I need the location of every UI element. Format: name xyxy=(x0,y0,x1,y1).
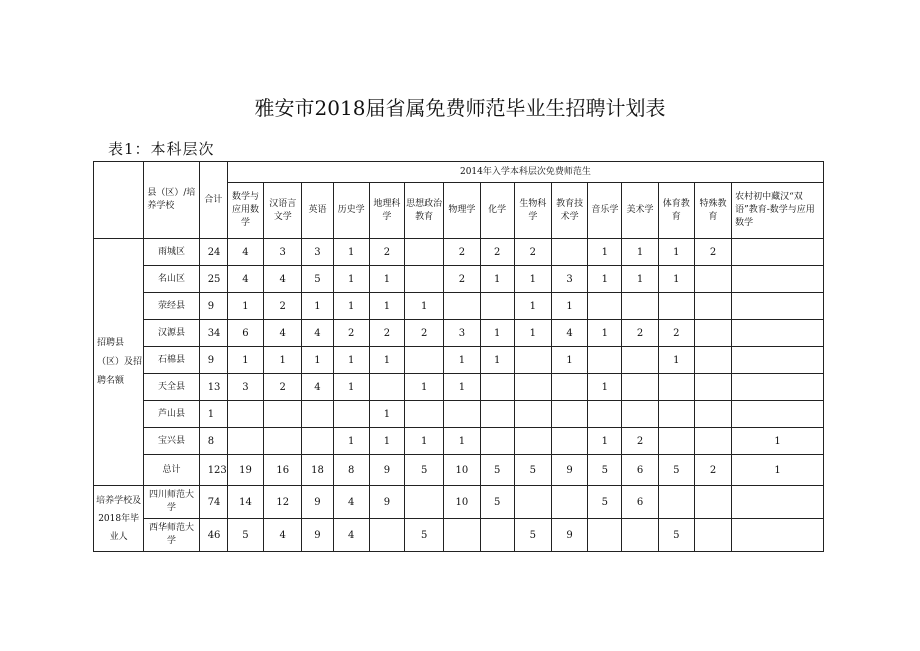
table-cell: 6 xyxy=(622,486,658,519)
table-cell: 1 xyxy=(732,428,824,455)
table-cell xyxy=(732,239,824,266)
recruitment-plan-table xyxy=(93,161,824,552)
subject-header: 生物科学 xyxy=(514,183,551,239)
table-cell: 8 xyxy=(333,455,369,486)
table-cell: 1 xyxy=(622,239,658,266)
table-cell: 3 xyxy=(227,374,263,401)
row-total: 13 xyxy=(199,374,227,401)
table-cell: 6 xyxy=(622,455,658,486)
table-cell: 9 xyxy=(551,455,587,486)
table-cell: 1 xyxy=(732,455,824,486)
table-cell: 4 xyxy=(302,374,333,401)
table-cell xyxy=(622,347,658,374)
table-row xyxy=(94,519,824,552)
county-name: 石棉县 xyxy=(144,347,199,374)
table-cell: 1 xyxy=(588,266,622,293)
table-cell: 2 xyxy=(369,320,404,347)
table-cell: 1 xyxy=(369,266,404,293)
table-cell xyxy=(551,374,587,401)
table-row xyxy=(94,347,824,374)
table-cell: 1 xyxy=(588,239,622,266)
table-cell: 4 xyxy=(333,486,369,519)
table-cell: 9 xyxy=(302,486,333,519)
county-name: 宝兴县 xyxy=(144,428,199,455)
table-cell: 4 xyxy=(227,266,263,293)
subject-header: 体育教育 xyxy=(658,183,694,239)
table-cell: 12 xyxy=(264,486,302,519)
table-cell: 1 xyxy=(333,374,369,401)
table-cell xyxy=(658,401,694,428)
table-cell: 2 xyxy=(264,293,302,320)
table-cell xyxy=(694,519,731,552)
table-cell xyxy=(227,401,263,428)
table-cell: 16 xyxy=(264,455,302,486)
table-cell: 1 xyxy=(551,293,587,320)
table-cell xyxy=(514,486,551,519)
table-cell: 2 xyxy=(444,239,480,266)
table-cell: 18 xyxy=(302,455,333,486)
table-cell xyxy=(694,347,731,374)
table-cell: 9 xyxy=(369,455,404,486)
header-row-top xyxy=(94,162,824,183)
table-cell xyxy=(444,401,480,428)
table-cell: 1 xyxy=(369,293,404,320)
table-cell: 1 xyxy=(369,347,404,374)
table-cell: 5 xyxy=(514,455,551,486)
table-cell: 1 xyxy=(658,347,694,374)
table-cell: 5 xyxy=(227,519,263,552)
table-cell: 2 xyxy=(264,374,302,401)
table-cell: 2 xyxy=(369,239,404,266)
table-cell xyxy=(588,401,622,428)
table-cell: 5 xyxy=(588,455,622,486)
table-cell: 5 xyxy=(480,455,514,486)
table-cell: 1 xyxy=(333,293,369,320)
table-cell: 3 xyxy=(444,320,480,347)
table-cell: 2 xyxy=(405,320,444,347)
table-cell: 1 xyxy=(588,320,622,347)
table-cell: 1 xyxy=(622,266,658,293)
table-cell: 1 xyxy=(369,428,404,455)
table-cell xyxy=(405,266,444,293)
table-cell xyxy=(732,347,824,374)
table-cell: 1 xyxy=(333,347,369,374)
table-cell xyxy=(622,374,658,401)
table-row xyxy=(94,320,824,347)
row-total: 9 xyxy=(199,293,227,320)
table-cell xyxy=(732,486,824,519)
table-row xyxy=(94,293,824,320)
table-cell: 1 xyxy=(405,374,444,401)
table-cell xyxy=(480,428,514,455)
table-cell: 2 xyxy=(480,239,514,266)
table-cell: 2 xyxy=(333,320,369,347)
table-cell xyxy=(514,374,551,401)
total-header: 合计 xyxy=(199,162,227,239)
table-cell xyxy=(588,519,622,552)
table-cell: 5 xyxy=(514,519,551,552)
county-name: 天全县 xyxy=(144,374,199,401)
table-cell: 1 xyxy=(405,293,444,320)
table-cell: 9 xyxy=(369,486,404,519)
table-cell: 4 xyxy=(333,519,369,552)
subject-header: 美术学 xyxy=(622,183,658,239)
subject-header: 物理学 xyxy=(444,183,480,239)
subject-header: 汉语言文学 xyxy=(264,183,302,239)
row-total: 9 xyxy=(199,347,227,374)
table-row xyxy=(94,428,824,455)
table-cell xyxy=(732,374,824,401)
section-label-schools: 培养学校及2018年毕业人 xyxy=(94,486,144,552)
row-total: 46 xyxy=(199,519,227,552)
table-cell: 1 xyxy=(333,266,369,293)
table-cell: 1 xyxy=(480,347,514,374)
table-cell xyxy=(264,401,302,428)
table-cell xyxy=(694,293,731,320)
table-cell xyxy=(622,519,658,552)
school-name: 西华师范大学 xyxy=(144,519,199,552)
county-name: 汉源县 xyxy=(144,320,199,347)
table-row xyxy=(94,266,824,293)
table-cell: 5 xyxy=(480,486,514,519)
table-cell: 1 xyxy=(480,320,514,347)
table-cell: 19 xyxy=(227,455,263,486)
table-cell: 4 xyxy=(264,266,302,293)
table-cell xyxy=(694,401,731,428)
table-cell xyxy=(658,374,694,401)
table-cell xyxy=(444,293,480,320)
table-cell xyxy=(333,401,369,428)
subject-header: 数学与应用数学 xyxy=(227,183,263,239)
table-cell xyxy=(732,320,824,347)
table-cell xyxy=(732,293,824,320)
table-cell xyxy=(405,486,444,519)
corner-blank-cell xyxy=(94,162,144,239)
table-cell: 2 xyxy=(622,320,658,347)
table-cell: 1 xyxy=(551,347,587,374)
table-cell: 4 xyxy=(264,519,302,552)
subject-header: 教育技术学 xyxy=(551,183,587,239)
table-cell xyxy=(551,428,587,455)
table-cell: 2 xyxy=(658,320,694,347)
table-cell xyxy=(658,428,694,455)
table-cell xyxy=(514,401,551,428)
table-cell: 3 xyxy=(302,239,333,266)
table-cell: 1 xyxy=(658,239,694,266)
table-cell xyxy=(405,347,444,374)
table-cell xyxy=(694,374,731,401)
table-cell: 9 xyxy=(551,519,587,552)
table-cell xyxy=(444,519,480,552)
table-cell: 1 xyxy=(588,374,622,401)
table-cell xyxy=(480,293,514,320)
table-cell: 1 xyxy=(227,347,263,374)
table-cell xyxy=(551,239,587,266)
table-cell: 1 xyxy=(480,266,514,293)
table-cell xyxy=(480,374,514,401)
table-cell: 1 xyxy=(444,347,480,374)
table-cell: 1 xyxy=(302,347,333,374)
table-cell: 4 xyxy=(551,320,587,347)
county-name: 雨城区 xyxy=(144,239,199,266)
table-cell: 1 xyxy=(405,428,444,455)
table-cell xyxy=(369,374,404,401)
table-cell: 5 xyxy=(302,266,333,293)
table-cell xyxy=(514,428,551,455)
table-cell xyxy=(302,401,333,428)
table-cell: 4 xyxy=(302,320,333,347)
table-cell: 1 xyxy=(333,428,369,455)
table-cell: 5 xyxy=(405,519,444,552)
table-cell: 14 xyxy=(227,486,263,519)
table-cell: 5 xyxy=(658,519,694,552)
table-cell: 5 xyxy=(405,455,444,486)
table-cell: 2 xyxy=(514,239,551,266)
table-cell xyxy=(302,428,333,455)
table-cell: 1 xyxy=(227,293,263,320)
table-cell: 1 xyxy=(658,266,694,293)
table-cell: 4 xyxy=(227,239,263,266)
table-row xyxy=(94,239,824,266)
subject-header: 化学 xyxy=(480,183,514,239)
table-cell xyxy=(551,401,587,428)
table-row xyxy=(94,401,824,428)
table-cell: 1 xyxy=(588,428,622,455)
table-cell xyxy=(369,519,404,552)
subject-header: 音乐学 xyxy=(588,183,622,239)
table-row xyxy=(94,374,824,401)
subject-header: 特殊教育 xyxy=(694,183,731,239)
table-cell xyxy=(551,486,587,519)
table-cell: 1 xyxy=(514,293,551,320)
table-cell: 5 xyxy=(658,455,694,486)
table-cell: 1 xyxy=(302,293,333,320)
subject-header: 历史学 xyxy=(333,183,369,239)
table-cell xyxy=(227,428,263,455)
table-cell xyxy=(480,519,514,552)
table-cell xyxy=(588,347,622,374)
row-total: 24 xyxy=(199,239,227,266)
table-cell xyxy=(480,401,514,428)
table-cell xyxy=(732,266,824,293)
table-cell xyxy=(405,239,444,266)
table-cell xyxy=(622,401,658,428)
table-cell: 2 xyxy=(694,455,731,486)
row-total: 8 xyxy=(199,428,227,455)
school-name: 四川师范大学 xyxy=(144,486,199,519)
table-cell: 1 xyxy=(369,401,404,428)
table-row xyxy=(94,486,824,519)
row-total: 74 xyxy=(199,486,227,519)
group-header: 2014年入学本科层次免费师范生 xyxy=(227,162,823,183)
row-total: 1 xyxy=(199,401,227,428)
table-cell: 1 xyxy=(444,374,480,401)
table-cell xyxy=(658,486,694,519)
table-cell: 10 xyxy=(444,486,480,519)
table-cell: 6 xyxy=(227,320,263,347)
county-name: 芦山县 xyxy=(144,401,199,428)
table-cell xyxy=(588,293,622,320)
table-cell xyxy=(694,428,731,455)
table-cell xyxy=(514,347,551,374)
table-subtitle: 表1：本科层次 xyxy=(108,140,215,158)
table-cell: 1 xyxy=(333,239,369,266)
table-cell: 10 xyxy=(444,455,480,486)
section-label-recruit: 招聘县（区）及招聘名额 xyxy=(94,239,144,486)
table-cell: 2 xyxy=(444,266,480,293)
county-school-header: 县（区）/培养学校 xyxy=(144,162,199,239)
county-name: 名山区 xyxy=(144,266,199,293)
table-cell: 5 xyxy=(588,486,622,519)
table-cell: 2 xyxy=(694,239,731,266)
row-total: 123 xyxy=(199,455,227,486)
county-name: 荥经县 xyxy=(144,293,199,320)
table-cell: 1 xyxy=(264,347,302,374)
table-cell xyxy=(622,293,658,320)
table-cell xyxy=(694,320,731,347)
county-name: 总计 xyxy=(144,455,199,486)
table-cell xyxy=(264,428,302,455)
table-cell xyxy=(694,486,731,519)
table-cell: 2 xyxy=(622,428,658,455)
table-cell: 9 xyxy=(302,519,333,552)
table-cell xyxy=(405,401,444,428)
table-row xyxy=(94,455,824,486)
subject-header: 地理科学 xyxy=(369,183,404,239)
row-total: 34 xyxy=(199,320,227,347)
table-cell: 1 xyxy=(514,320,551,347)
subject-header: 英语 xyxy=(302,183,333,239)
table-cell: 1 xyxy=(514,266,551,293)
subject-header: 农村初中藏汉“双语”教育-数学与应用数学 xyxy=(732,183,824,239)
table-cell: 1 xyxy=(444,428,480,455)
table-cell: 4 xyxy=(264,320,302,347)
table-cell: 3 xyxy=(264,239,302,266)
table-cell xyxy=(694,266,731,293)
row-total: 25 xyxy=(199,266,227,293)
page-title: 雅安市2018届省属免费师范毕业生招聘计划表 xyxy=(254,96,666,120)
subject-header: 思想政治教育 xyxy=(405,183,444,239)
table-cell xyxy=(732,519,824,552)
table-cell: 3 xyxy=(551,266,587,293)
table-cell xyxy=(732,401,824,428)
table-cell xyxy=(658,293,694,320)
